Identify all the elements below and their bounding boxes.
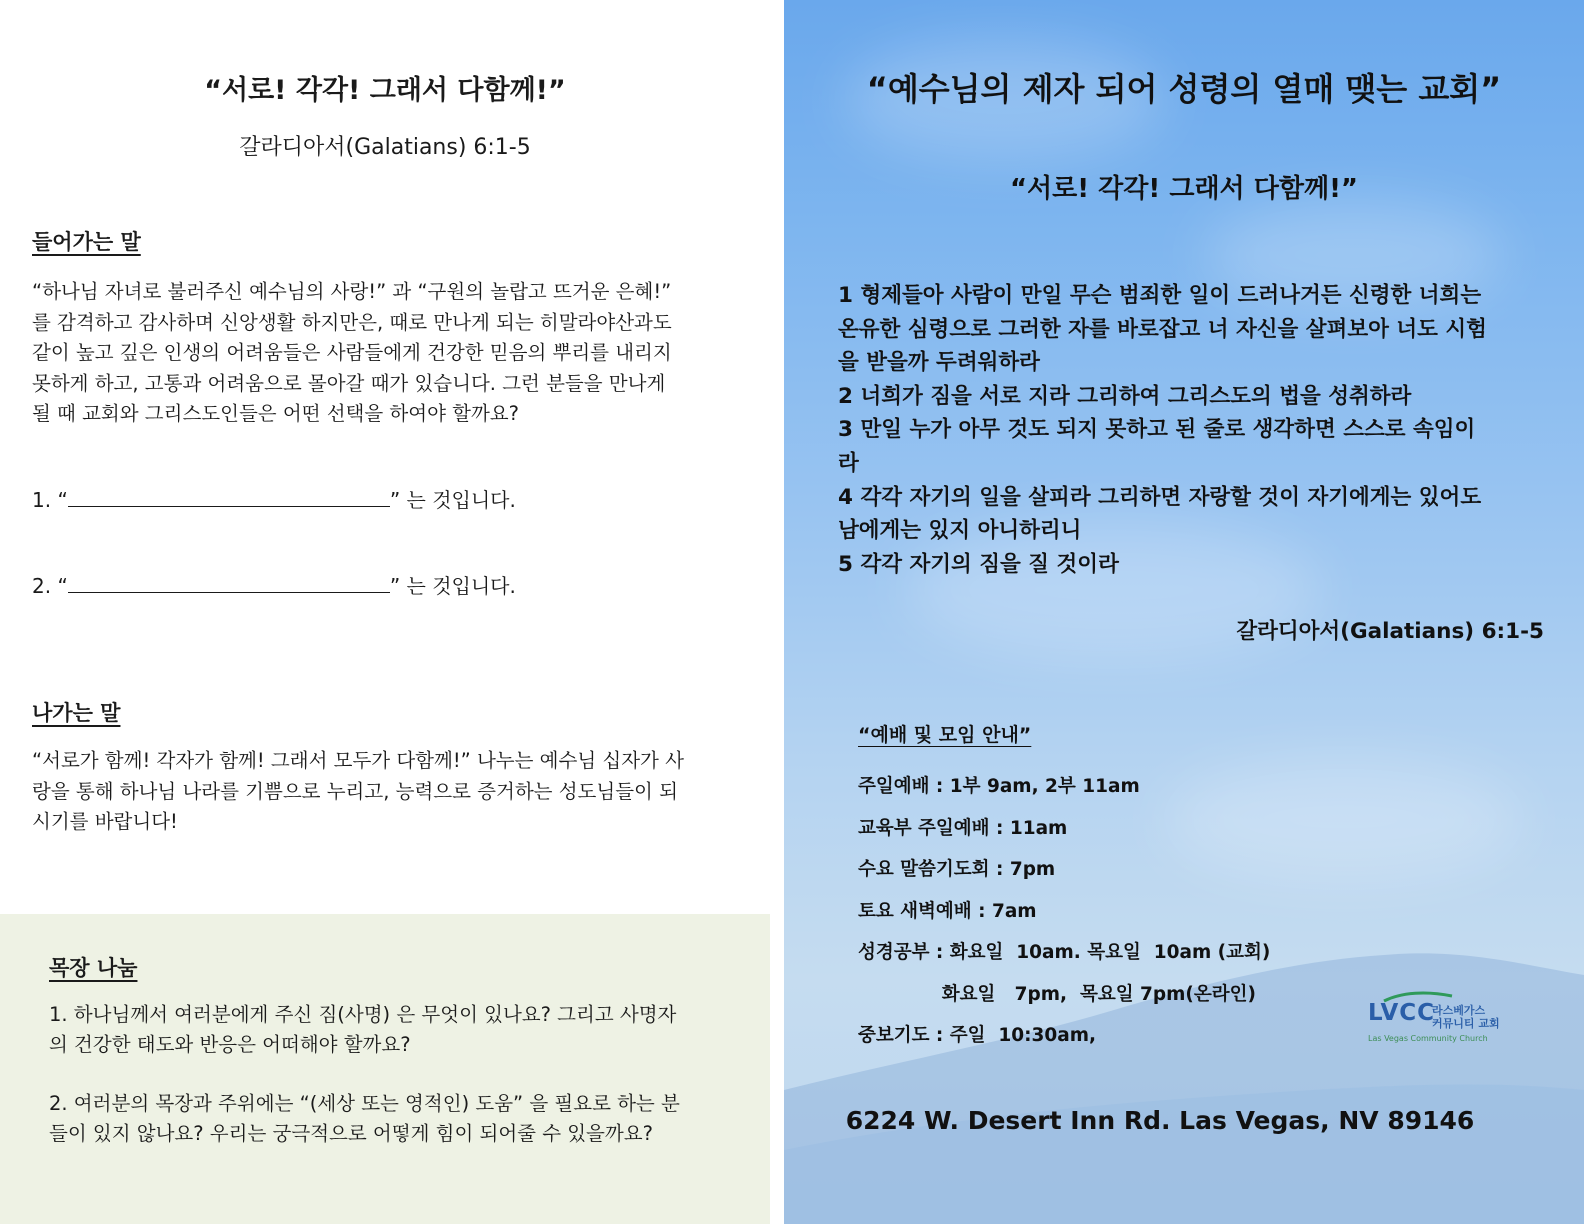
service-line: 수요 말씀기도회 : 7pm (858, 859, 1056, 880)
intro-line: “하나님 자녀로 불러주신 예수님의 사랑!” 과 “구원의 놀랍고 뜨거운 은혜!” (32, 280, 672, 303)
verse-line: 3 만일 누가 아무 것도 되지 못하고 된 줄로 생각하면 스스로 속임이 (838, 417, 1476, 443)
service-line: 성경공부 : 화요일 10am. 목요일 10am (교회) (858, 942, 1271, 963)
blank-underline (68, 578, 390, 593)
outro-heading: 나가는 말 (32, 701, 121, 725)
outro-line: 시기를 바랍니다! (32, 810, 178, 833)
service-line: 토요 새벽예배 : 7am (858, 901, 1037, 922)
right-panel (784, 0, 1584, 1224)
blank-underline (68, 492, 390, 507)
blank-suffix: ” 는 것입니다. (389, 574, 516, 598)
left-panel (0, 0, 784, 1224)
fill-in-blank-2 (32, 570, 516, 599)
verse-line: 을 받을까 두려워하라 (838, 350, 1040, 376)
service-line: 화요일 7pm, 목요일 7pm(온라인) (858, 984, 1256, 1005)
service-schedule-heading: “예배 및 모임 안내” (858, 724, 1032, 746)
outro-line: “서로가 함께! 각자가 함께! 그래서 모두가 다함께!” 나누는 예수님 십자가 사 (32, 749, 684, 772)
logo-korean-name (1432, 1004, 1500, 1030)
intro-line: 같이 높고 깊은 인생의 어려움들은 사람들에게 건강한 믿음의 뿌리를 내리지 (32, 341, 672, 364)
scripture-passage (838, 279, 1538, 581)
question-line: 2. 여러분의 목장과 주위에는 “(세상 또는 영적인) 도움” 을 필요로 하는 분 (49, 1092, 680, 1115)
passage-reference: 갈라디아서(Galatians) 6:1-5 (1236, 619, 1544, 644)
logo-wordmark: LVCC (1368, 1000, 1436, 1026)
blank-number: 1. “ (32, 488, 68, 512)
verse-line: 남에게는 있지 아니하리니 (838, 518, 1082, 544)
church-logo (1368, 990, 1508, 1050)
verse-line: 온유한 심령으로 그러한 자를 바로잡고 너 자신을 살펴보아 너도 시험 (838, 316, 1487, 342)
service-line: 교육부 주일예배 : 11am (858, 818, 1068, 839)
verse-line: 1 형제들아 사람이 만일 무슨 범죄한 일이 드러나거든 신령한 너희는 (838, 283, 1482, 308)
outro-line: 랑을 통해 하나님 나라를 기쁨으로 누리고, 능력으로 증거하는 성도님들이 되 (32, 779, 678, 803)
logo-english-name: Las Vegas Community Church (1368, 1034, 1488, 1043)
sermon-title: “서로! 각각! 그래서 다함께!” (204, 75, 566, 106)
sharing-question-1 (49, 1000, 739, 1060)
intro-paragraph (32, 277, 744, 430)
blank-suffix: ” 는 것입니다. (389, 488, 516, 512)
scripture-reference: 갈라디아서(Galatians) 6:1-5 (239, 135, 531, 160)
intro-line: 를 감격하고 감사하며 신앙생활 하지만은, 때로 만나게 되는 히말라야산과도 (32, 310, 672, 334)
outro-paragraph (32, 746, 744, 838)
question-line: 들이 있지 않나요? 우리는 궁극적으로 어떻게 힘이 되어줄 수 있을까요? (49, 1122, 653, 1145)
question-line: 1. 하나님께서 여러분에게 주신 짐(사명) 은 무엇이 있나요? 그리고 사명자 (49, 1003, 677, 1026)
logo-korean-line: 커뮤니티 교회 (1432, 1017, 1500, 1030)
service-line: 중보기도 : 주일 10:30am, (858, 1025, 1097, 1046)
intro-heading: 들어가는 말 (32, 230, 141, 254)
blank-number: 2. “ (32, 574, 68, 598)
intro-line: 될 때 교회와 그리스도인들은 어떤 선택을 하여야 할까요? (32, 402, 519, 425)
service-line: 주일예배 : 1부 9am, 2부 11am (858, 776, 1140, 797)
church-address: 6224 W. Desert Inn Rd. Las Vegas, NV 89146 (845, 1106, 1475, 1135)
sermon-title-cover: “서로! 각각! 그래서 다함께!” (1009, 174, 1359, 204)
church-motto: “예수님의 제자 되어 성령의 열매 맺는 교회” (866, 70, 1502, 108)
sharing-question-2 (49, 1089, 739, 1149)
verse-line: 4 각각 자기의 일을 살피라 그리하면 자랑할 것이 자기에게는 있어도 (838, 484, 1482, 510)
fill-in-blank-1 (32, 484, 516, 513)
sharing-heading: 목장 나눔 (49, 956, 138, 980)
question-line: 의 건강한 태도와 반응은 어떠해야 할까요? (49, 1033, 411, 1056)
logo-korean-line: 라스베가스 (1432, 1004, 1486, 1017)
verse-line: 2 너희가 짐을 서로 지라 그리하여 그리스도의 법을 성취하라 (838, 383, 1412, 409)
intro-line: 못하게 하고, 고통과 어려움으로 몰아갈 때가 있습니다. 그런 분들을 만나게 (32, 371, 666, 395)
verse-line: 라 (838, 450, 859, 476)
verse-line: 5 각각 자기의 짐을 질 것이라 (838, 551, 1119, 577)
